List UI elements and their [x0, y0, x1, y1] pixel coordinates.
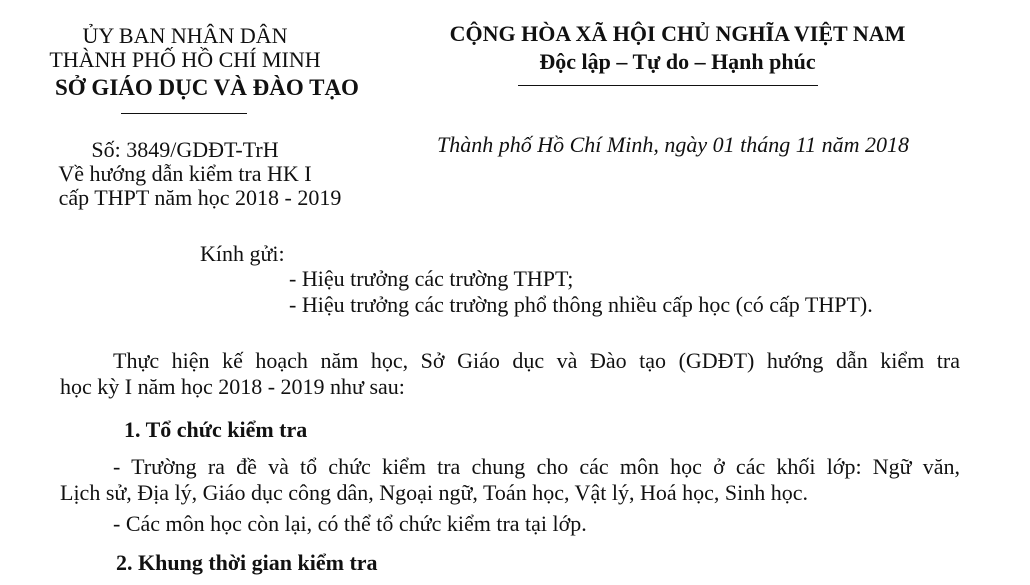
- section-heading: 1. Tổ chức kiểm tra: [124, 417, 308, 442]
- national-motto: Độc lập – Tự do – Hạnh phúc: [539, 49, 816, 74]
- intro-line1: Thực hiện kế hoạch năm học, Sở Giáo dục và Đào tạo (GDĐT) hướng dẫn kiểm tra: [113, 348, 960, 373]
- national-title: CỘNG HÒA XÃ HỘI CHỦ NGHĨA VIỆT NAM: [449, 21, 906, 46]
- document-number: Số: 3849/GDĐT-TrH: [91, 137, 279, 162]
- right-header-divider: [518, 85, 818, 86]
- recipient-item: - Hiệu trưởng các trường THPT;: [289, 266, 574, 291]
- subject-line2: cấp THPT năm học 2018 - 2019: [58, 185, 342, 210]
- intro-line2: học kỳ I năm học 2018 - 2019 như sau:: [60, 374, 405, 399]
- section-paragraph-line: Lịch sử, Địa lý, Giáo dục công dân, Ngoại ngữ, Toán học, Vật lý, Hoá học, Sinh học.: [60, 480, 808, 505]
- recipient-item: - Hiệu trưởng các trường phổ thông nhiều cấp học (có cấp THPT).: [289, 292, 873, 317]
- left-header-divider: [121, 113, 247, 114]
- agency-name-line2: THÀNH PHỐ HỒ CHÍ MINH: [49, 47, 321, 72]
- agency-name-line1: ỦY BAN NHÂN DÂN: [82, 23, 288, 48]
- section-heading: 2. Khung thời gian kiểm tra: [116, 550, 378, 575]
- recipients-label: Kính gửi:: [200, 241, 285, 266]
- section-paragraph-line: - Trường ra đề và tổ chức kiểm tra chung cho các môn học ở các khối lớp: Ngữ văn,: [113, 454, 960, 479]
- section-paragraph: - Các môn học còn lại, có thể tổ chức kiểm tra tại lớp.: [113, 511, 587, 536]
- agency-department: SỞ GIÁO DỤC VÀ ĐÀO TẠO: [55, 75, 359, 100]
- place-date: Thành phố Hồ Chí Minh, ngày 01 tháng 11 năm 2018: [437, 132, 909, 157]
- subject-line1: Về hướng dẫn kiểm tra HK I: [58, 161, 312, 186]
